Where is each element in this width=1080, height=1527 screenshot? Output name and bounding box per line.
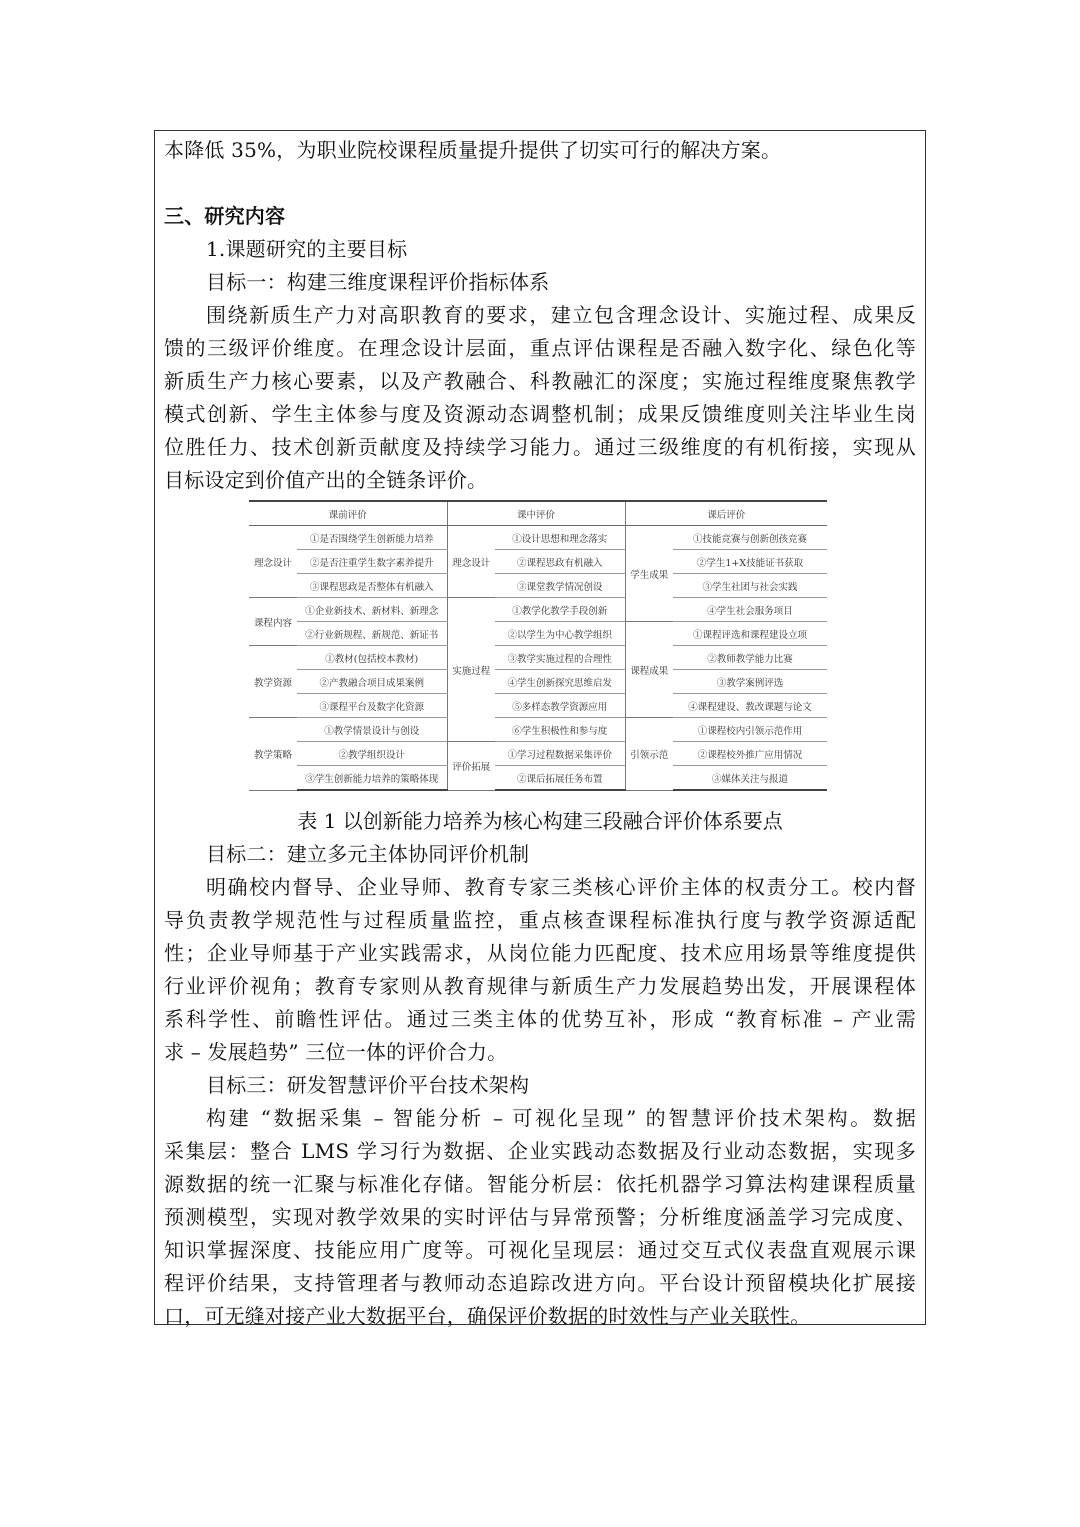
- table-cell: ④课程建设、教改课题与论文: [673, 694, 827, 718]
- table-cell: ④学生创新探究思维启发: [495, 670, 625, 694]
- category-cell: 学生成果: [625, 526, 673, 622]
- table-cell: ③学生创新能力培养的策略体现: [297, 766, 447, 791]
- section-heading: 三、研究内容: [164, 204, 286, 228]
- table-cell: ②教学组织设计: [297, 742, 447, 766]
- paragraph-line: 预测模型，实现对教学效果的实时评估与异常预警；分析维度涵盖学习完成度、: [164, 1205, 916, 1229]
- table-cell: ②学生1+X技能证书获取: [673, 550, 827, 574]
- paragraph-line: 新质生产力核心要素，以及产教融合、科教融汇的深度；实施过程维度聚焦教学: [164, 369, 916, 393]
- table-cell: ②以学生为中心教学组织: [495, 622, 625, 646]
- table-cell: ③课程平台及数字化资源: [297, 694, 447, 718]
- header-pre: 课前评价: [249, 501, 447, 526]
- table-cell: ③教学案例评选: [673, 670, 827, 694]
- category-cell: 教学资源: [249, 646, 297, 718]
- table-cell: ②是否注重学生数字素养提升: [297, 550, 447, 574]
- paragraph-line: 求 – 发展趋势” 三位一体的评价合力。: [164, 1040, 508, 1064]
- table-caption: 表 1 以创新能力培养为核心构建三段融合评价体系要点: [297, 809, 783, 833]
- paragraph-line: 导负责教学规范性与过程质量监控，重点核查课程标准执行度与教学资源适配: [164, 908, 916, 932]
- table-cell: ④学生社会服务项目: [673, 598, 827, 622]
- table-cell: ③课堂教学情况创设: [495, 574, 625, 598]
- table-cell: ⑤多样态教学资源应用: [495, 694, 625, 718]
- category-cell: 课程内容: [249, 598, 297, 646]
- table-cell: ①学习过程数据采集评价: [495, 742, 625, 766]
- table-cell: ③媒体关注与报道: [673, 766, 827, 791]
- category-cell: 理念设计: [447, 526, 495, 598]
- table-cell: ①是否围绕学生创新能力培养: [297, 526, 447, 550]
- category-cell: 课程成果: [625, 622, 673, 718]
- goal-heading: 目标二：建立多元主体协同评价机制: [206, 842, 530, 866]
- paragraph-line: 目标设定到价值产出的全链条评价。: [164, 468, 488, 492]
- paragraph-line: 采集层：整合 LMS 学习行为数据、企业实践动态数据及行业动态数据，实现多: [164, 1139, 916, 1163]
- table-cell: ③教学实施过程的合理性: [495, 646, 625, 670]
- category-cell: 评价拓展: [447, 742, 495, 791]
- header-mid: 课中评价: [447, 501, 625, 526]
- category-cell: 实施过程: [447, 598, 495, 742]
- header-post: 课后评价: [625, 501, 827, 526]
- paragraph-line: 程评价结果，支持管理者与教师动态追踪改进方向。平台设计预留模块化扩展接: [164, 1271, 916, 1295]
- table-cell: ②课程思政有机融入: [495, 550, 625, 574]
- goal-heading: 目标一：构建三维度课程评价指标体系: [206, 270, 550, 294]
- paragraph-line: 本降低 35%，为职业院校课程质量提升提供了切实可行的解决方案。: [164, 138, 782, 162]
- paragraph-line: 源数据的统一汇聚与标准化存储。智能分析层：依托机器学习算法构建课程质量: [164, 1172, 916, 1196]
- paragraph-line: 明确校内督导、企业导师、教育专家三类核心评价主体的权责分工。校内督: [206, 875, 916, 899]
- table-cell: ②教师教学能力比赛: [673, 646, 827, 670]
- table-cell: ①企业新技术、新材料、新理念: [297, 598, 447, 622]
- paragraph-line: 性；企业导师基于产业实践需求，从岗位能力匹配度、技术应用场景等维度提供: [164, 941, 916, 965]
- paragraph-line: 系科学性、前瞻性评估。通过三类主体的优势互补，形成 “教育标准 – 产业需: [164, 1007, 916, 1031]
- paragraph-line: 模式创新、学生主体参与度及资源动态调整机制；成果反馈维度则关注毕业生岗: [164, 402, 916, 426]
- table-cell: ①设计思想和理念落实: [495, 526, 625, 550]
- table-cell: ③课程思政是否整体有机融入: [297, 574, 447, 598]
- table-cell: ②课程校外推广应用情况: [673, 742, 827, 766]
- table-cell: ①课程校内引领示范作用: [673, 718, 827, 742]
- evaluation-table: [249, 500, 827, 791]
- subsection-heading: 1.课题研究的主要目标: [206, 237, 408, 261]
- paragraph-line: 位胜任力、技术创新贡献度及持续学习能力。通过三级维度的有机衔接，实现从: [164, 435, 916, 459]
- table-cell: ①技能竞赛与创新创孩竞赛: [673, 526, 827, 550]
- paragraph-line: 构建 “数据采集 – 智能分析 – 可视化呈现” 的智慧评价技术架构。数据: [206, 1106, 916, 1130]
- category-cell: 理念设计: [249, 526, 297, 598]
- table-cell: ①教学情景设计与创设: [297, 718, 447, 742]
- paragraph-line: 口，可无缝对接产业大数据平台，确保评价数据的时效性与产业关联性。: [164, 1304, 811, 1328]
- table-cell: ②产教融合项目成果案例: [297, 670, 447, 694]
- category-cell: 教学策略: [249, 718, 297, 791]
- paragraph-line: 行业评价视角；教育专家则从教育规律与新质生产力发展趋势出发，开展课程体: [164, 974, 916, 998]
- paragraph-line: 知识掌握深度、技能应用广度等。可视化呈现层：通过交互式仪表盘直观展示课: [164, 1238, 916, 1262]
- category-cell: 引领示范: [625, 718, 673, 791]
- goal-heading: 目标三：研发智慧评价平台技术架构: [206, 1073, 530, 1097]
- paragraph-line: 馈的三级评价维度。在理念设计层面，重点评估课程是否融入数字化、绿色化等: [164, 336, 916, 360]
- table-cell: ③学生社团与社会实践: [673, 574, 827, 598]
- table-cell: ②课后拓展任务布置: [495, 766, 625, 791]
- table-cell: ⑥学生积极性和参与度: [495, 718, 625, 742]
- evaluation-table-figure: [249, 500, 827, 786]
- table-cell: ①教材(包括校本教材): [297, 646, 447, 670]
- table-cell: ①教学化教学手段创新: [495, 598, 625, 622]
- table-cell: ②行业新规程、新规范、新证书: [297, 622, 447, 646]
- table-cell: ①课程评选和课程建设立项: [673, 622, 827, 646]
- paragraph-line: 围绕新质生产力对高职教育的要求，建立包含理念设计、实施过程、成果反: [206, 303, 916, 327]
